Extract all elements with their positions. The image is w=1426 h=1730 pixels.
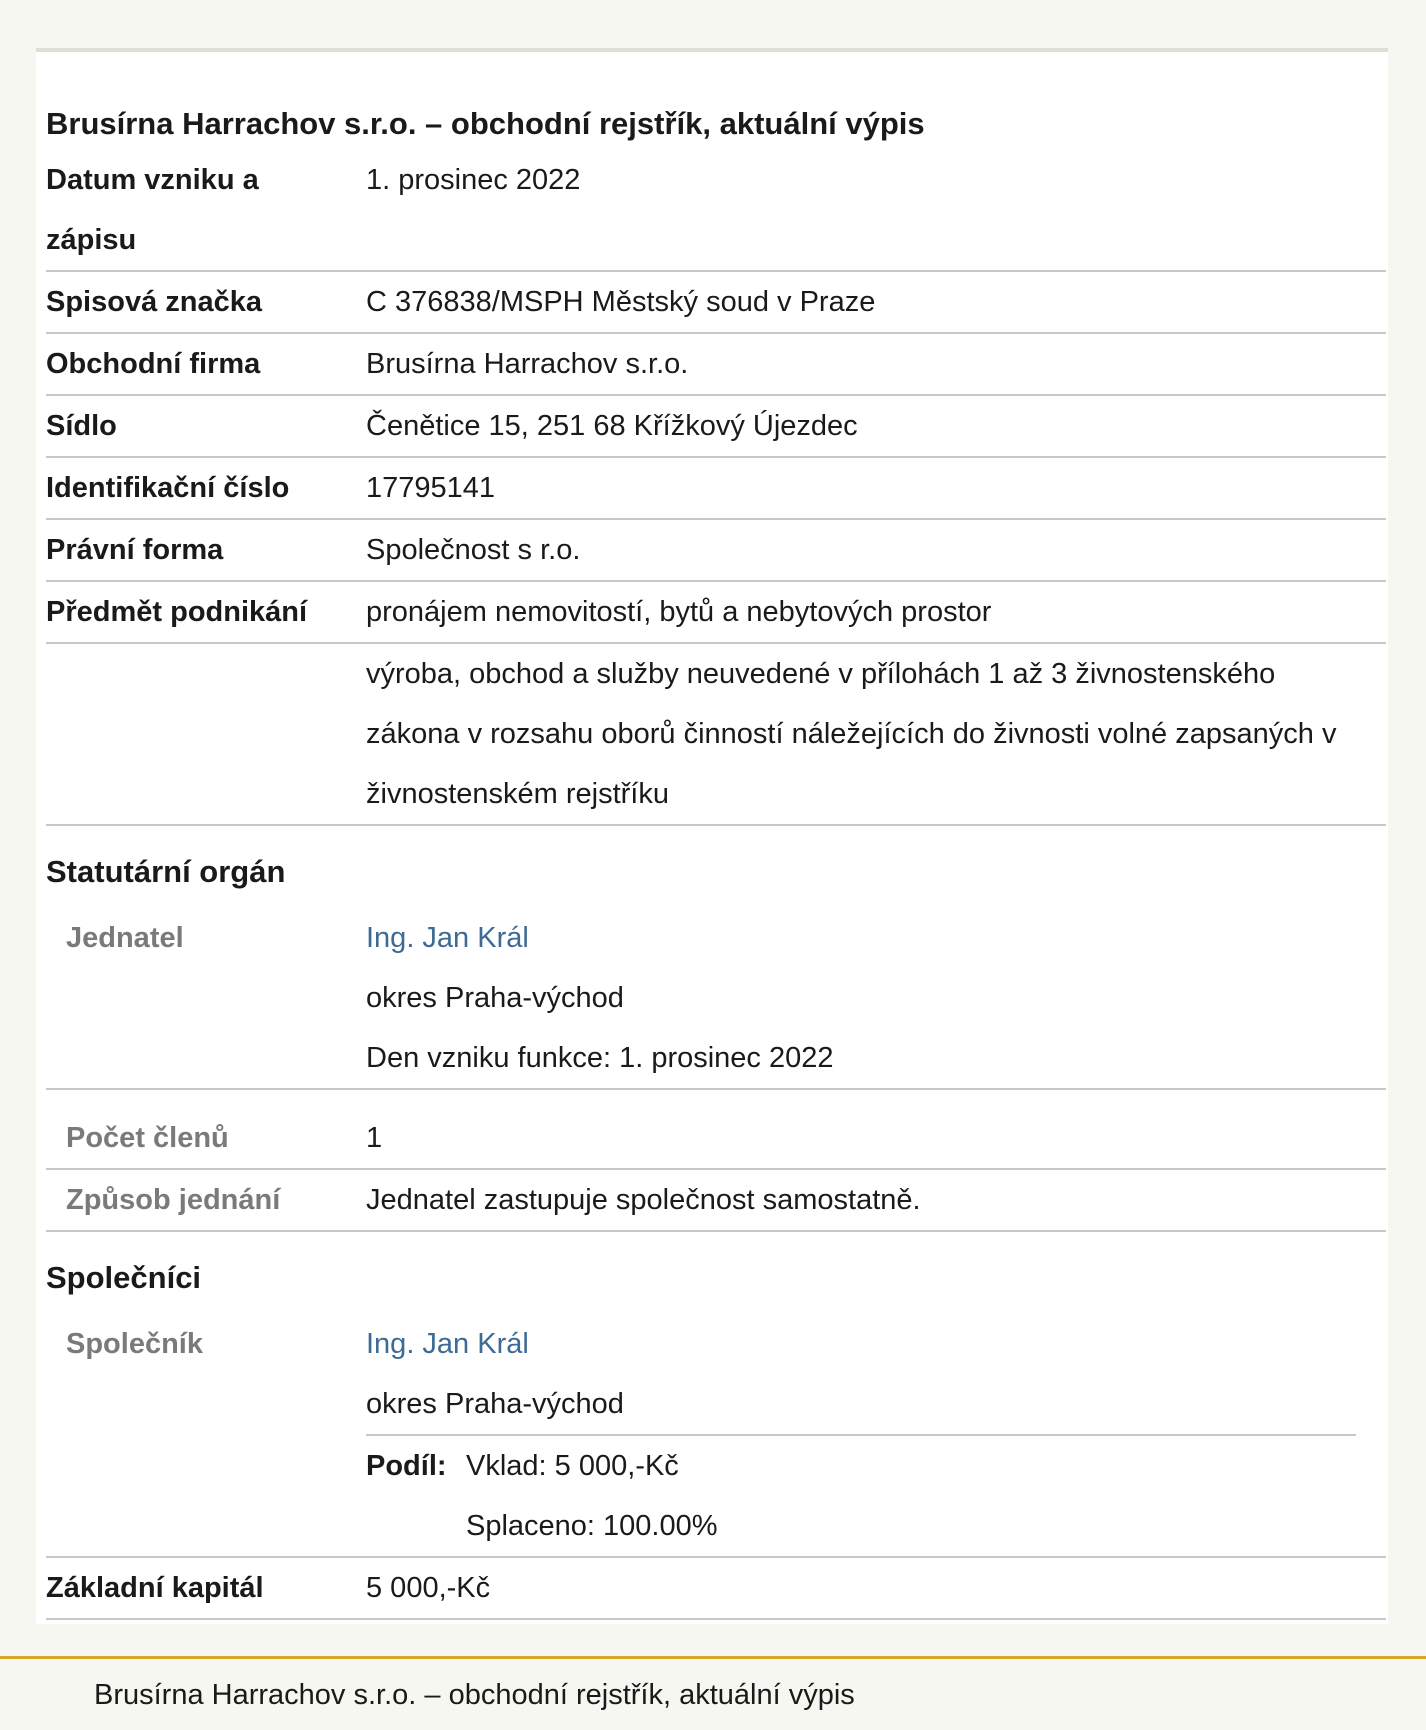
label-spolecnik: Společník [66,1328,203,1360]
podil-splaceno: Splaceno: 100.00% [466,1510,718,1542]
value-predmet-podnikani-2: výroba, obchod a služby neuvedené v přílohách 1 až 3 živnostenského zákona v rozsahu oborů činností náležejících do živnosti volné zapsaných v živnostenském rejstříku [366,658,1337,810]
row-identifikacni-cislo [46,458,1386,520]
row-predmet-podnikani [46,582,1386,644]
label-empty [46,644,366,824]
value-datum-vzniku: 1. prosinec 2022 [366,164,581,196]
row-zakladni-kapital [46,1558,1386,1620]
label-predmet-podnikani: Předmět podnikání [46,596,308,628]
row-datum-vzniku [46,150,1386,272]
spolecnik-name-link[interactable]: Ing. Jan Král [366,1328,529,1360]
value-pravni-forma: Společnost s r.o. [366,534,581,566]
row-jednatel [46,908,1386,1090]
label-sidlo: Sídlo [46,410,117,442]
label-obchodni-firma: Obchodní firma [46,348,261,380]
spolecnik-podil [366,1434,1356,1556]
value-sidlo: Čenětice 15, 251 68 Křížkový Újezdec [366,410,858,442]
row-spisova-znacka [46,272,1386,334]
value-jednatel [366,908,1386,1088]
label-pocet-clenu: Počet členů [66,1122,229,1154]
value-obchodni-firma: Brusírna Harrachov s.r.o. [366,348,689,380]
footer-bar [0,1656,1426,1730]
label-zakladni-kapital: Základní kapitál [46,1572,264,1604]
register-card [36,48,1388,1624]
value-spisova-znacka: C 376838/MSPH Městský soud v Praze [366,286,876,318]
jednatel-name-link[interactable]: Ing. Jan Král [366,922,529,954]
row-spolecnik [46,1314,1386,1558]
row-predmet-podnikani-2 [46,644,1386,826]
label-identifikacni-cislo: Identifikační číslo [46,472,290,504]
podil-label: Podíl: [366,1450,447,1482]
section-statutarni-organ: Statutární orgán [46,854,286,889]
footer-title: Brusírna Harrachov s.r.o. – obchodní rejstřík, aktuální výpis [94,1679,855,1711]
value-pocet-clenu: 1 [366,1122,383,1154]
page-title: Brusírna Harrachov s.r.o. – obchodní rejstřík, aktuální výpis [46,106,925,141]
value-zpusob-jednani: Jednatel zastupuje společnost samostatně. [366,1184,921,1216]
label-jednatel: Jednatel [66,922,184,954]
label-pravni-forma: Právní forma [46,534,224,566]
jednatel-vznik-funkce: Den vzniku funkce: 1. prosinec 2022 [366,1042,834,1074]
value-predmet-podnikani-1: pronájem nemovitostí, bytů a nebytových prostor [366,596,992,628]
register-content [46,98,1386,1620]
row-pravni-forma [46,520,1386,582]
label-zpusob-jednani: Způsob jednání [66,1184,281,1216]
podil-vklad: Vklad: 5 000,-Kč [466,1450,679,1482]
row-pocet-clenu [46,1090,1386,1170]
podil-values [466,1436,1356,1556]
value-zakladni-kapital: 5 000,-Kč [366,1572,491,1604]
value-spolecnik [366,1314,1386,1556]
section-spolecnici: Společníci [46,1260,202,1295]
spolecnik-okres: okres Praha-východ [366,1388,624,1420]
row-zpusob-jednani [46,1170,1386,1232]
row-sidlo [46,396,1386,458]
jednatel-okres: okres Praha-východ [366,982,624,1014]
row-obchodni-firma [46,334,1386,396]
value-identifikacni-cislo: 17795141 [366,472,496,504]
label-spisova-znacka: Spisová značka [46,286,262,318]
label-datum-vzniku: Datum vzniku a zápisu [46,164,259,256]
